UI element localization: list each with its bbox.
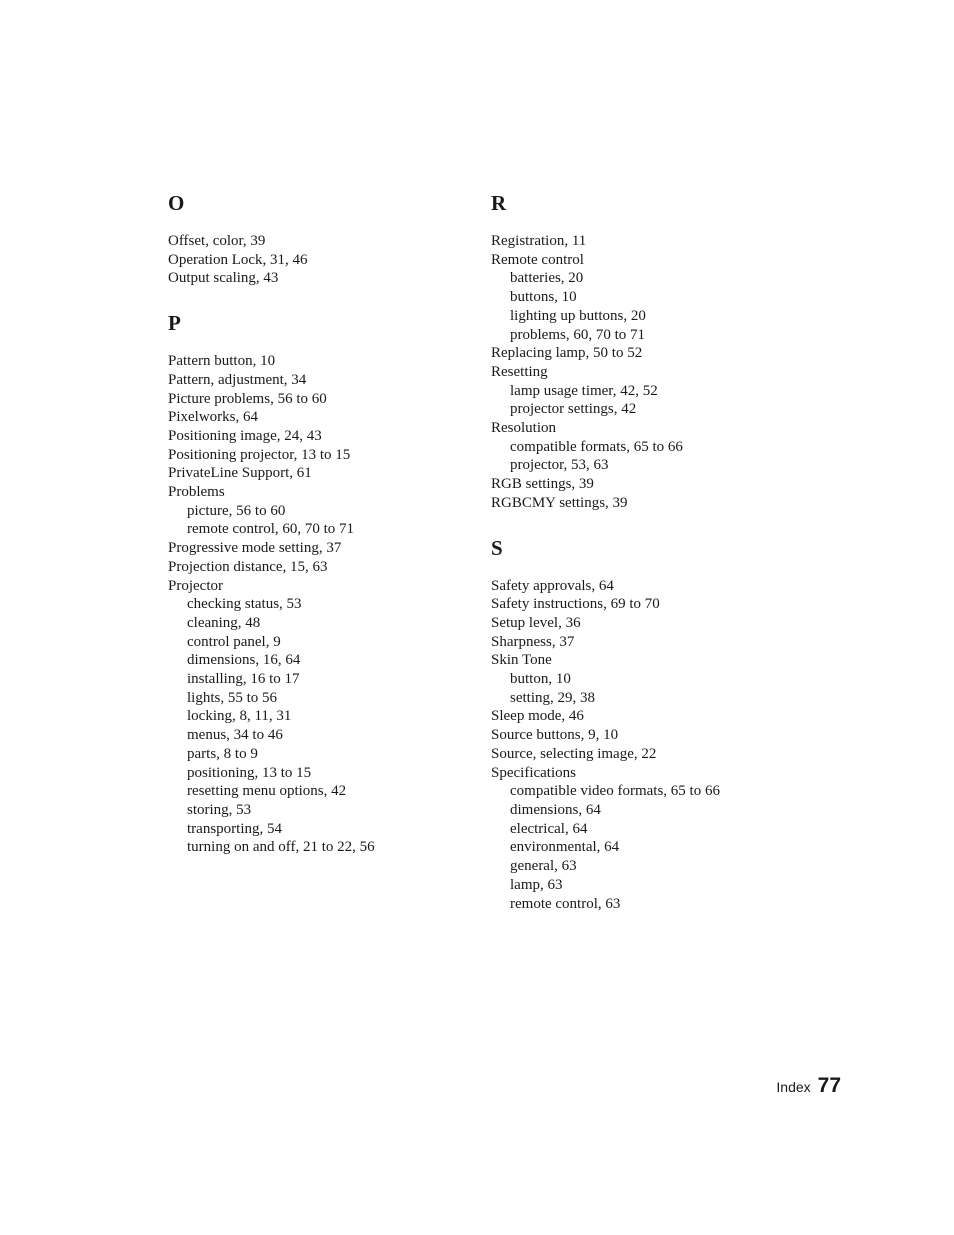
index-column-right [491,190,791,935]
section-letter: R [491,191,507,215]
index-entry: Source buttons, 9, 10 [491,727,619,744]
index-entry: Pattern button, 10 [168,353,276,370]
index-entry: Source, selecting image, 22 [491,745,657,762]
page-footer [776,1074,841,1098]
index-entry: Setup level, 36 [491,614,581,631]
index-subentry: compatible video formats, 65 to 66 [510,783,720,800]
index-entry: Pixelworks, 64 [168,409,258,426]
index-subentry: setting, 29, 38 [510,689,595,706]
index-subentry: lights, 55 to 56 [187,689,278,706]
index-subentry: buttons, 10 [510,289,577,306]
index-entry: Operation Lock, 31, 46 [168,251,308,268]
index-subentry: dimensions, 64 [510,801,601,818]
index-subentry: electrical, 64 [510,820,588,837]
index-subentry: environmental, 64 [510,839,620,856]
index-section-p [168,310,468,857]
index-subentry: resetting menu options, 42 [187,783,347,800]
index-subentry: lamp usage timer, 42, 52 [510,382,658,399]
section-letter: S [491,535,503,560]
index-entry: RGB settings, 39 [491,476,594,493]
index-section-o [168,190,468,288]
index-subentry: lighting up buttons, 20 [510,307,646,324]
index-subentry: projector, 53, 63 [510,457,609,474]
index-entry: Projector [168,577,223,594]
index-subentry: control panel, 9 [187,633,281,650]
index-entry: Safety instructions, 69 to 70 [491,596,660,613]
footer-label: Index [776,1079,811,1095]
index-subentry: turning on and off, 21 to 22, 56 [187,839,375,856]
index-subentry: compatible formats, 65 to 66 [510,438,683,455]
index-entry: Positioning image, 24, 43 [168,427,322,444]
index-entry: PrivateLine Support, 61 [168,465,312,482]
index-subentry: remote control, 63 [510,895,621,912]
index-entry: Sharpness, 37 [491,633,575,650]
index-entry: Sleep mode, 46 [491,708,584,725]
index-subentry: button, 10 [510,671,571,688]
index-subentry: projector settings, 42 [510,401,637,418]
index-subentry: problems, 60, 70 to 71 [510,326,645,343]
index-entry: Specifications [491,764,576,781]
index-subentry: remote control, 60, 70 to 71 [187,521,355,538]
index-entry: Remote control [491,251,584,268]
index-section-s [491,535,791,914]
index-entry: Problems [168,484,225,501]
index-entry: Resetting [491,363,548,380]
index-subentry: transporting, 54 [187,820,282,837]
index-subentry: parts, 8 to 9 [187,745,258,762]
index-entry: Skin Tone [491,652,552,669]
index-subentry: general, 63 [510,858,577,875]
index-subentry: positioning, 13 to 15 [187,764,312,781]
index-subentry: locking, 8, 11, 31 [187,708,292,725]
page-number: 77 [817,1074,841,1097]
index-column-left [168,190,468,879]
section-letter: P [168,311,181,336]
index-subentry: dimensions, 16, 64 [187,652,301,669]
index-entry: Projection distance, 15, 63 [168,558,328,575]
index-entry: RGBCMY settings, 39 [491,494,628,511]
index-subentry: menus, 34 to 46 [187,727,283,744]
index-subentry: lamp, 63 [510,876,563,893]
index-entry: Offset, color, 39 [168,233,266,249]
index-entry: Resolution [491,420,557,437]
index-entry: Safety approvals, 64 [491,577,614,594]
index-subentry: picture, 56 to 60 [187,502,286,519]
index-subentry: cleaning, 48 [187,614,261,631]
index-section-r [491,190,791,513]
section-letter: O [168,191,185,215]
index-entry: Replacing lamp, 50 to 52 [491,345,643,362]
index-entry: Output scaling, 43 [168,270,279,287]
index-subentry: checking status, 53 [187,596,302,613]
index-entry: Progressive mode setting, 37 [168,540,342,557]
index-entry: Picture problems, 56 to 60 [168,390,327,407]
index-entry: Positioning projector, 13 to 15 [168,446,351,463]
index-subentry: batteries, 20 [510,270,584,287]
index-entry: Pattern, adjustment, 34 [168,371,307,388]
index-subentry: storing, 53 [187,801,252,818]
index-subentry: installing, 16 to 17 [187,671,300,688]
index-entry: Registration, 11 [491,233,587,249]
